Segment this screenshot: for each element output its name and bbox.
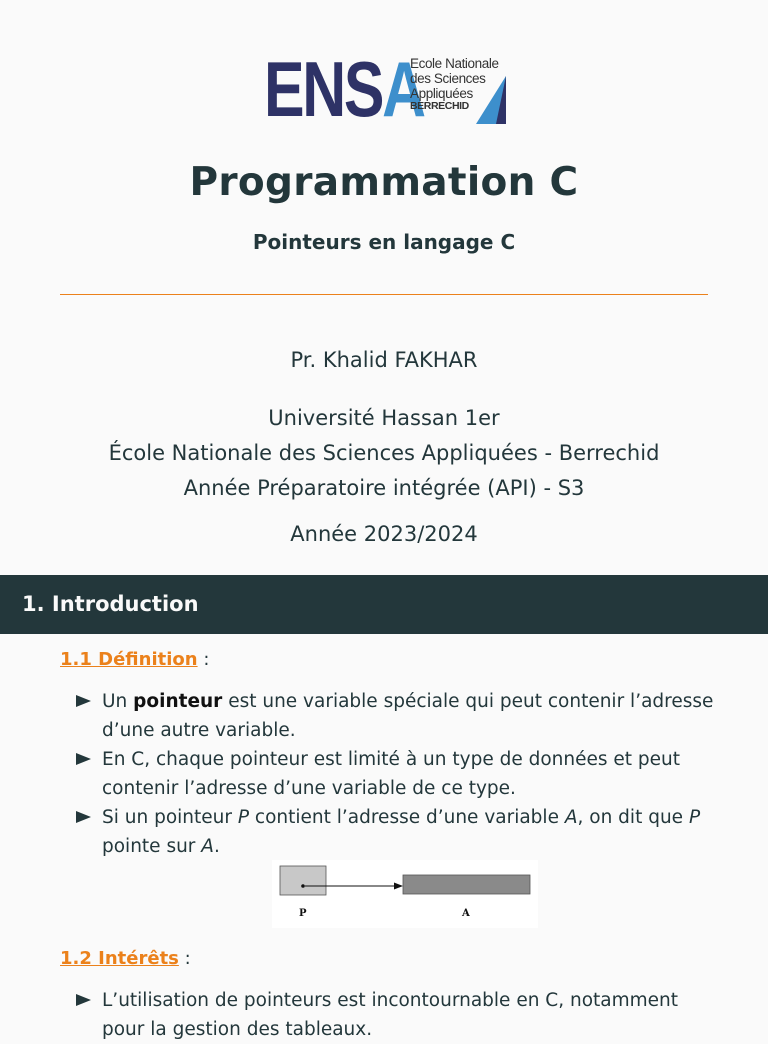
logo-letters: ENSA [264,45,424,133]
logo-triangle-icon [472,74,508,126]
pointer-dot [301,884,305,888]
page-subtitle: Pointeurs en langage C [252,230,516,254]
author: Pr. Khalid FAKHAR [290,348,478,372]
pointer-diagram-graphic [272,860,538,928]
pointer-box-p [280,866,326,895]
pointer-diagram [272,860,538,928]
subsection-definition-label: 1.1 Définition [60,649,198,670]
section-number: 1. [22,592,45,616]
list-item: Si un pointeur P contient l’adresse d’une variable A, on dit que P pointe sur A. [76,803,716,861]
label-a: A [462,908,470,919]
title-divider [60,294,708,295]
university: Université Hassan 1er [268,406,500,430]
section-title: Introduction [51,592,199,616]
academic-year: Année 2023/2024 [290,522,478,546]
list-item: En C, chaque pointeur est limité à un type de données et peut contenir l’adresse d’une variable de ce type. [76,745,716,803]
page-title: Programmation C [189,160,579,205]
school: École Nationale des Sciences Appliquées - Berrechid [108,441,660,465]
program: Année Préparatoire intégrée (API) - S3 [183,476,585,500]
list-item: Un pointeur est une variable spéciale qui peut contenir l’adresse d’une autre variable. [76,687,716,745]
interets-list [76,986,716,1044]
subsection-interets-label: 1.2 Intérêts [60,948,179,969]
logo-line-3: Appliquées [410,86,473,101]
subsection-definition: 1.1 Définition : [60,649,210,670]
pointer-arrow-head [394,883,403,890]
label-p: P [299,908,307,919]
subsection-interets: 1.2 Intérêts : [60,948,191,969]
list-item: L’utilisation de pointeurs est incontournable en C, notamment pour la gestion des tableaux. [76,986,716,1044]
ensa-logo [264,45,514,133]
section-header [0,575,768,634]
logo-city: BERRECHID [410,100,469,112]
logo-line-1: Ecole Nationale [410,56,499,71]
definition-list [76,687,716,861]
logo-line-2: des Sciences [410,71,486,86]
variable-box-a [403,875,530,894]
